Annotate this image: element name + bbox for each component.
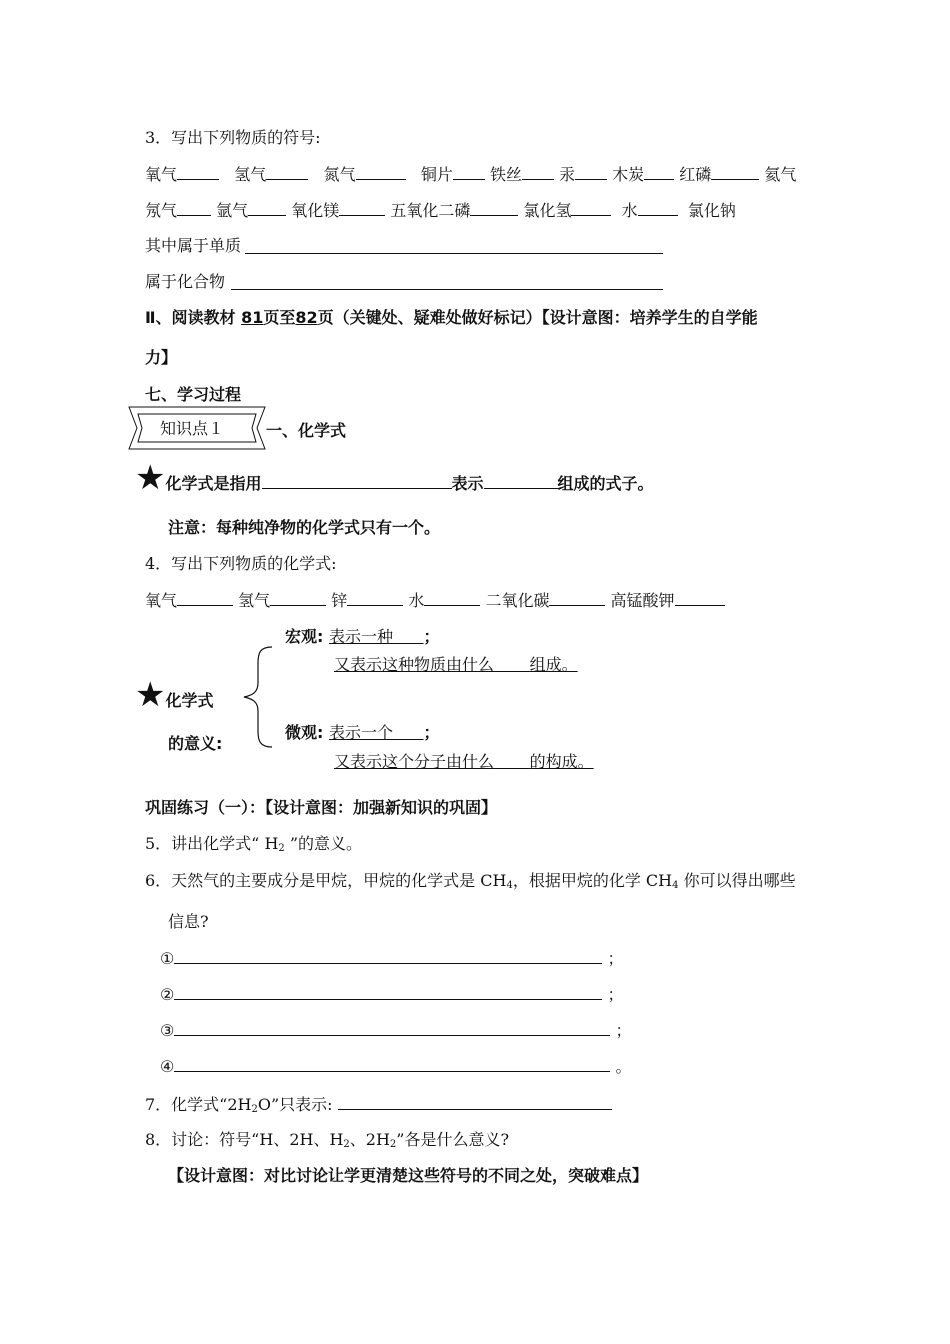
micro-text1: 表示一个 [328, 723, 393, 742]
blank[interactable] [424, 589, 480, 606]
blank[interactable] [484, 472, 558, 489]
item-water: 水 [408, 591, 425, 610]
item-argon: 氩气 [216, 201, 249, 220]
item-phosphorus-pentoxide: 五氧化二磷 [390, 201, 471, 220]
blank[interactable] [638, 199, 678, 216]
reading-suffix: 页（关键处、疑难处做好标记）【设计意图：培养学生的自学能 [317, 308, 758, 327]
macro-text2: 又表示这种物质由什么 组成。 [334, 655, 578, 674]
item-carbon-dioxide: 二氧化碳 [485, 591, 550, 610]
macro-line1 [285, 626, 440, 648]
answer-line[interactable] [174, 1019, 610, 1036]
semicolon: ； [423, 627, 440, 646]
marker: ① [160, 949, 175, 968]
meaning-label2: 的意义: [168, 734, 223, 753]
practice-title: 巩固练习（一）：【设计意图：加强新知识的巩固】 [145, 798, 498, 817]
answer-line[interactable] [174, 983, 602, 1000]
answer-line[interactable] [338, 1093, 612, 1110]
q6-answer-3: ③ ； [160, 1021, 632, 1040]
item-hydrogen-chloride: 氯化氢 [523, 201, 572, 220]
q3-title: 3．写出下列物质的符号: [145, 128, 321, 147]
blank[interactable] [177, 589, 233, 606]
blank[interactable] [270, 589, 326, 606]
item-charcoal: 木炭 [612, 165, 645, 184]
note: 注意：每种纯净物的化学式只有一个。 [168, 518, 441, 537]
item-magnesium-oxide: 氧化镁 [291, 201, 340, 220]
item-iron-wire: 铁丝 [489, 165, 522, 184]
reading-mid: 页至 [263, 308, 296, 327]
blank[interactable] [262, 472, 452, 489]
q6-answer-2: ② ； [160, 985, 624, 1004]
macro-text1: 表示一种 [328, 627, 393, 646]
item-hydrogen: 氢气 [238, 591, 271, 610]
micro-label: 微观: [285, 723, 324, 742]
answer-line[interactable] [231, 289, 663, 290]
answer-line[interactable] [245, 253, 663, 254]
blank[interactable] [549, 589, 605, 606]
q6-answer-4: ④ 。 [160, 1057, 632, 1076]
item-oxygen: 氧气 [145, 165, 178, 184]
item-water: 水 [621, 201, 638, 220]
reading-continuation: 力】 [145, 348, 178, 367]
blank[interactable] [644, 163, 674, 180]
definition-line [135, 458, 654, 501]
blank[interactable] [453, 163, 485, 180]
macro-line2 [334, 654, 578, 676]
macro-label: 宏观: [285, 627, 324, 646]
q7: 7．化学式“$2H_2O$”只表示: [145, 1093, 612, 1121]
item-nitrogen: 氮气 [323, 165, 356, 184]
q4-title: 4．写出下列物质的化学式: [145, 554, 337, 573]
blank[interactable] [522, 163, 554, 180]
elements-label: 其中属于单质 [145, 236, 242, 255]
blank[interactable] [339, 199, 385, 216]
definition-part-b: 表示 [451, 474, 484, 493]
semicolon: ； [423, 723, 440, 742]
item-neon: 氖气 [145, 201, 178, 220]
q8: 8．讨论：符号“H、2H、$H_2$、$2H_2$”各是什么意义? [145, 1130, 510, 1150]
q3-row1 [145, 163, 796, 186]
item-mercury: 汞 [559, 165, 576, 184]
blank[interactable] [711, 163, 759, 180]
item-red-phosphorus: 红磷 [679, 165, 712, 184]
meaning-label [135, 675, 214, 718]
item-sodium-chloride: 氯化钠 [687, 201, 736, 220]
blank[interactable] [177, 163, 219, 180]
q4-items [145, 589, 725, 612]
micro-text2: 又表示这个分子由什么 的构成。 [334, 752, 594, 771]
reading-prefix: Ⅱ、阅读教材 [145, 308, 236, 327]
item-potassium-permanganate: 高锰酸钾 [610, 591, 675, 610]
q5: 5．讲出化学式“ $H_2$ ”的意义。 [145, 834, 363, 854]
page-end: 82 [295, 308, 318, 327]
item-helium: 氦气 [764, 165, 797, 184]
marker: ③ [160, 1021, 175, 1040]
blank[interactable] [347, 589, 403, 606]
blank[interactable] [177, 199, 211, 216]
knowledge-point-badge: 知识点１ [160, 419, 225, 438]
blank[interactable] [571, 199, 611, 216]
page-start: 81 [241, 308, 264, 327]
answer-line[interactable] [174, 947, 602, 964]
star-icon: ★ [135, 458, 166, 498]
q6: 6．天然气的主要成分是甲烷，甲烷的化学式是 $CH_4$，根据甲烷的化学 $CH_4$ 你可以得出哪些 [145, 871, 796, 891]
marker: ④ [160, 1057, 175, 1076]
q6-line2: 信息? [168, 912, 209, 931]
reading-assignment [145, 307, 758, 329]
compounds-label: 属于化合物 [145, 272, 226, 291]
blank[interactable] [356, 163, 406, 180]
item-copper: 铜片 [420, 165, 453, 184]
item-hydrogen: 氢气 [234, 165, 267, 184]
blank[interactable] [575, 163, 607, 180]
blank[interactable] [675, 589, 725, 606]
blank[interactable] [266, 163, 308, 180]
star-icon: ★ [135, 675, 166, 715]
marker: ② [160, 985, 175, 1004]
q6-answer-1: ① ； [160, 949, 624, 968]
micro-line2 [334, 751, 594, 773]
curly-brace-icon [240, 645, 276, 749]
q3-row2 [145, 199, 736, 222]
meaning-label1: 化学式 [165, 691, 214, 710]
micro-line1 [285, 722, 440, 744]
blank[interactable] [248, 199, 286, 216]
blank[interactable] [470, 199, 518, 216]
design-note: 【设计意图：对比讨论让学更清楚这些符号的不同之处，突破难点】 [168, 1166, 649, 1185]
knowledge-point-heading: 一、化学式 [266, 421, 347, 440]
section-title: 七、学习过程 [145, 385, 242, 404]
item-oxygen: 氧气 [145, 591, 178, 610]
definition-part-a: 化学式是指用 [165, 474, 262, 493]
item-zinc: 锌 [331, 591, 348, 610]
definition-part-c: 组成的式子。 [557, 474, 654, 493]
answer-line[interactable] [174, 1055, 610, 1072]
